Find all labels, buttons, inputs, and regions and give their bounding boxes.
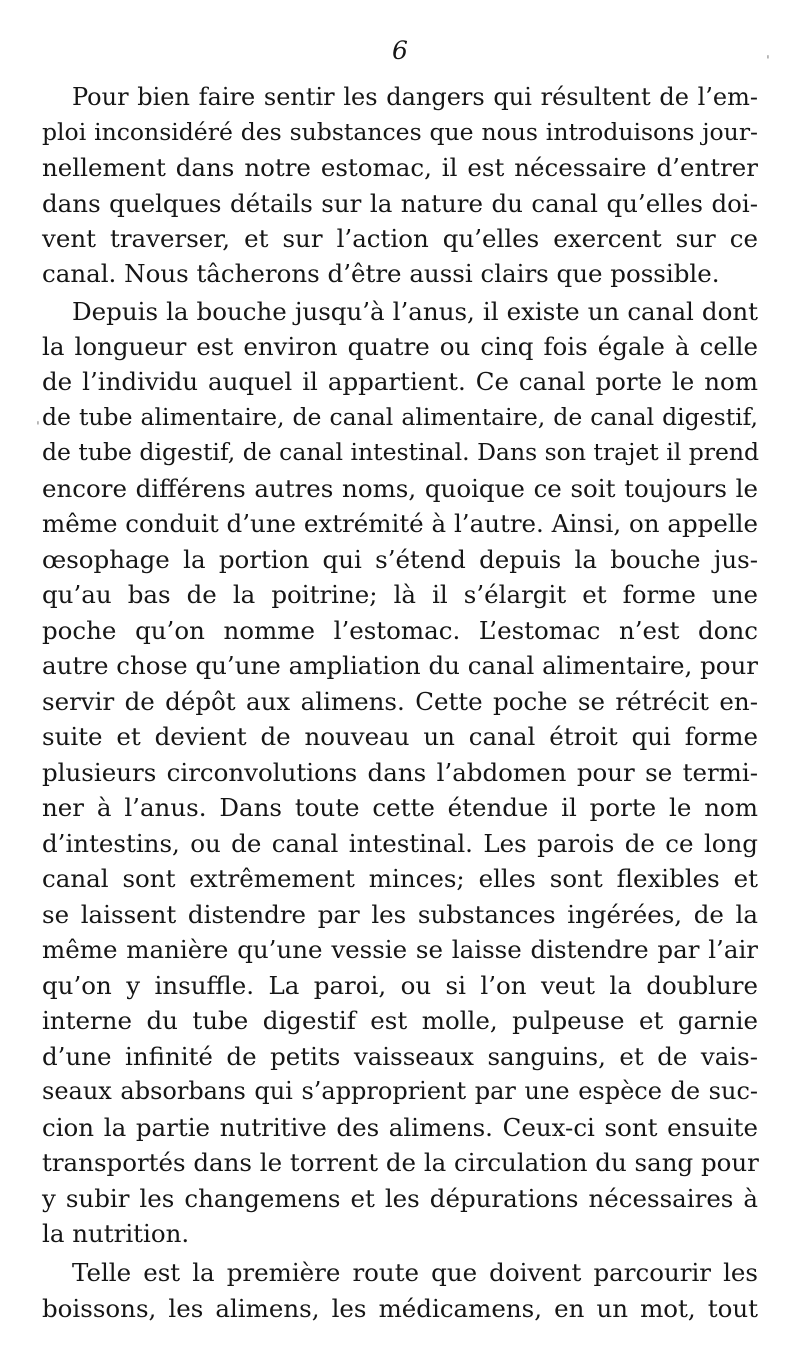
text-line: qu’au bas de la poitrine; là il s’élargit et forme une — [42, 580, 758, 609]
text-line: interne du tube digestif est molle, pulpeuse et garnie — [42, 1006, 758, 1035]
text-line: y subir les changemens et les dépurations nécessaires à — [42, 1184, 758, 1213]
text-line: de tube digestif, de canal intestinal. Dans son trajet il prend — [42, 438, 760, 466]
text-line: Depuis la bouche jusqu’à l’anus, il existe un canal dont — [72, 297, 758, 326]
text-line: plusieurs circonvolutions dans l’abdomen pour se termi- — [42, 758, 758, 787]
text-line: ploi inconsidéré des substances que nous introduisons jour- — [42, 118, 758, 146]
text-line: la longueur est environ quatre ou cinq fois égale à celle — [42, 332, 758, 361]
text-line: servir de dépôt aux alimens. Cette poche se rétrécit en- — [42, 687, 758, 716]
print-speck: ˌ — [766, 45, 770, 61]
text-line: œsophage la portion qui s’étend depuis la bouche jus- — [42, 545, 758, 574]
text-line: même manière qu’une vessie se laisse distendre par l’air — [42, 935, 758, 964]
text-line: de tube alimentaire, de canal alimentaire, de canal digestif, — [42, 403, 758, 431]
text-line: même conduit d’une extrémité à l’autre. Ainsi, on appelle — [42, 509, 758, 538]
text-line: transportés dans le torrent de la circulation du sang pour — [42, 1148, 759, 1177]
text-line: Pour bien faire sentir les dangers qui résultent de l’em- — [72, 83, 758, 111]
text-line: autre chose qu’une ampliation du canal alimentaire, pour — [42, 651, 758, 680]
print-speck: ˌ — [36, 411, 40, 427]
text-line: canal. Nous tâcherons d’être aussi clairs que possible. — [42, 259, 720, 288]
text-line: d’une infinité de petits vaisseaux sanguins, et de vais- — [42, 1042, 758, 1071]
text-line: la nutrition. — [42, 1219, 190, 1248]
text-line: qu’on y insuffle. La paroi, ou si l’on veut la doublure — [42, 971, 758, 1000]
text-line: suite et devient de nouveau un canal étroit qui forme — [42, 722, 758, 751]
text-line: nellement dans notre estomac, il est nécessaire d’entrer — [42, 153, 758, 182]
text-line: boissons, les alimens, les médicamens, en un mot, tout — [42, 1294, 758, 1323]
text-line: dans quelques détails sur la nature du canal qu’elles doi- — [42, 189, 758, 218]
text-line: ner à l’anus. Dans toute cette étendue il porte le nom — [42, 793, 758, 822]
page-number: 6 — [392, 36, 408, 65]
text-line: encore différens autres noms, quoique ce soit toujours le — [42, 474, 758, 503]
text-line: d’intestins, ou de canal intestinal. Les parois de ce long — [42, 829, 758, 858]
text-line: vent traverser, et sur l’action qu’elles exercent sur ce — [42, 224, 758, 253]
text-line: seaux absorbans qui s’approprient par une espèce de suc- — [42, 1077, 758, 1105]
text-line: poche qu’on nomme l’estomac. L’estomac n’est donc — [42, 616, 758, 645]
text-line: de l’individu auquel il appartient. Ce canal porte le nom — [42, 367, 758, 396]
text-line: canal sont extrêmement minces; elles sont flexibles et — [42, 864, 758, 893]
text-line: se laissent distendre par les substances ingérées, de la — [42, 900, 758, 929]
text-line: Telle est la première route que doivent parcourir les — [72, 1258, 758, 1287]
text-line: cion la partie nutritive des alimens. Ceux-ci sont ensuite — [42, 1113, 758, 1142]
